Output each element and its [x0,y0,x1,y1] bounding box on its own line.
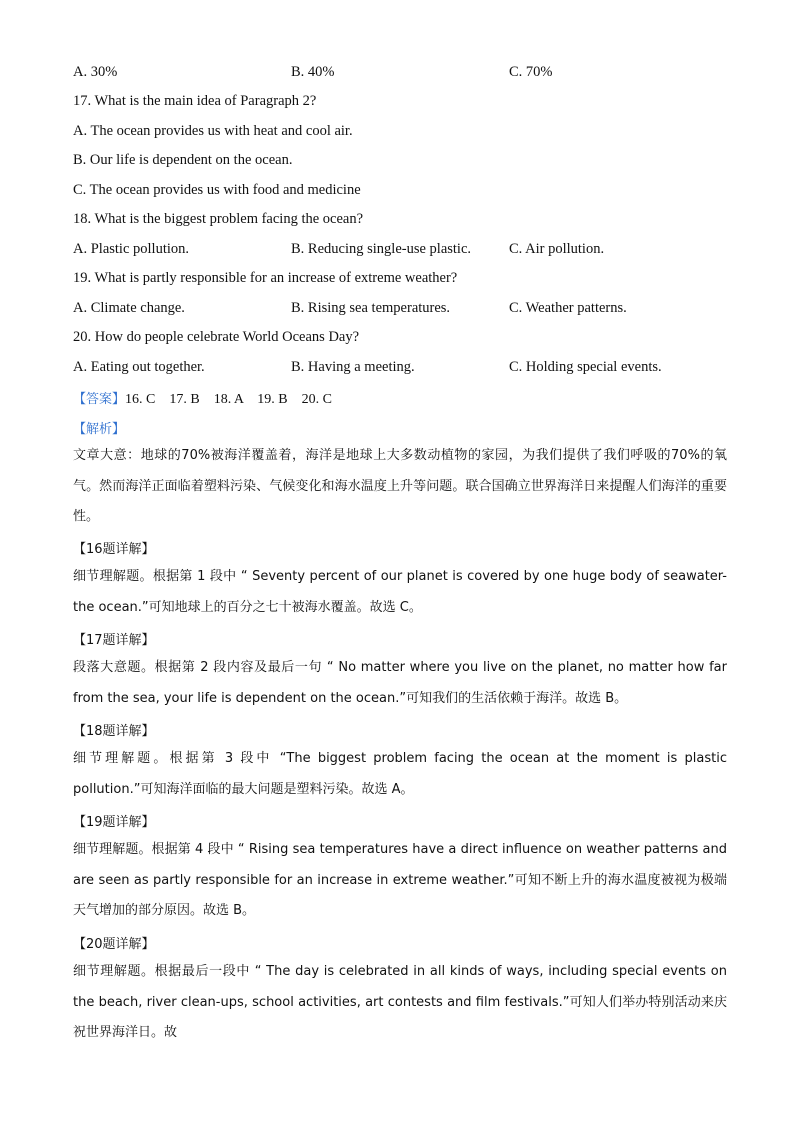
answer-label: 【答案】 [73,392,126,407]
q20-question: 20. How do people celebrate World Oceans Day? [73,329,360,345]
q16-option-c: C. 70% [509,64,553,80]
detail-19-body: 细节理解题。根据第 4 段中 “ Rising sea temperatures have a direct influence on weather patterns and are seen as partly responsible for an increase in extreme weather.”可知不断上升的海水温度被视为极端天气增加的部分原因。故选 B。 [73,842,727,918]
q18-option-a: A. Plastic pollution. [73,241,189,257]
q19-option-c: C. Weather patterns. [509,300,627,316]
q17-option-c: C. The ocean provides us with food and medicine [73,182,361,198]
q20-option-b: B. Having a meeting. [291,359,415,375]
q16-option-a: A. 30% [73,64,118,80]
detail-20-title: 【20题详解】 [73,937,155,952]
q17-question: 17. What is the main idea of Paragraph 2? [73,93,317,109]
detail-19-title: 【19题详解】 [73,815,155,830]
q18-option-b: B. Reducing single-use plastic. [291,241,472,257]
q17-option-b: B. Our life is dependent on the ocean. [73,152,293,168]
detail-16-title: 【16题详解】 [73,542,155,557]
detail-16-body: 细节理解题。根据第 1 段中 “ Seventy percent of our planet is covered by one huge body of seawater-the ocean.”可知地球上的百分之七十被海水覆盖。故选 C。 [73,569,727,615]
q20-option-c: C. Holding special events. [509,359,662,375]
answer-row [73,388,332,408]
q18-question: 18. What is the biggest problem facing the ocean? [73,211,364,227]
q19-option-a: A. Climate change. [73,300,185,316]
q19-question: 19. What is partly responsible for an increase of extreme weather? [73,270,458,286]
q20-option-a: A. Eating out together. [73,359,205,375]
detail-18-title: 【18题详解】 [73,724,155,739]
detail-17-title: 【17题详解】 [73,633,155,648]
q16-option-b: B. 40% [291,64,335,80]
answer-text: 16. C 17. B 18. A 19. B 20. C [125,392,332,407]
detail-20-body: 细节理解题。根据最后一段中 “ The day is celebrated in all kinds of ways, including special events on the beach, river clean-ups, school activities, art contests and film festivals.”可知人们举办特别活动来庆祝世界海洋日。故 [73,964,727,1040]
analysis-label: 【解析】 [73,422,126,437]
detail-17-body: 段落大意题。根据第 2 段内容及最后一句 “ No matter where you live on the planet, no matter how far from the sea, your life is dependent on the ocean.”可知我们的生活依赖于海洋。故选 B。 [73,660,727,706]
detail-18-body: 细节理解题。根据第 3 段中 “The biggest problem facing the ocean at the moment is plastic pollution.”可知海洋面临的最大问题是塑料污染。故选 A。 [73,751,727,797]
q17-option-a: A. The ocean provides us with heat and cool air. [73,123,353,139]
q18-option-c: C. Air pollution. [509,241,605,257]
q19-option-b: B. Rising sea temperatures. [291,300,451,316]
summary-paragraph: 文章大意：地球的70%被海洋覆盖着，海洋是地球上大多数动植物的家园，为我们提供了我们呼吸的70%的氧气。然而海洋正面临着塑料污染、气候变化和海水温度上升等问题。联合国确立世界海洋日来提醒人们海洋的重要性。 [73,448,727,524]
